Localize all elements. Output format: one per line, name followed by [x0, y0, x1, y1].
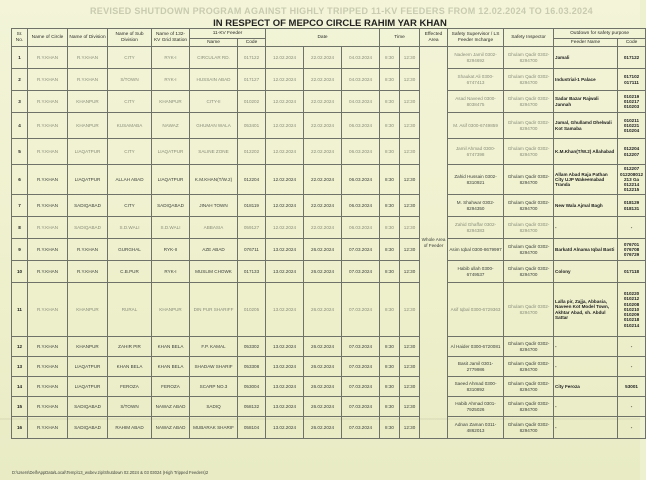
feeder-name-cell: CITY-II — [190, 91, 238, 113]
sr-cell: 1 — [12, 47, 28, 69]
inspector-cell: Ghulam Qadir 0302-8294700 — [504, 357, 554, 377]
header-circle: Name of Circle — [28, 29, 68, 47]
date-3-cell: 07.03.2024 — [342, 283, 380, 337]
date-1-cell: 13.02.2024 — [266, 357, 304, 377]
inspector-cell: Ghulam Qadir 0302-8294700 — [504, 239, 554, 261]
circle-cell: R.Y.KHAN — [28, 377, 68, 397]
grid-station-cell: KHAN BELA — [152, 357, 190, 377]
supervisor-cell: Saeed Ahmad 0300-8310892 — [448, 377, 504, 397]
sr-cell: 12 — [12, 337, 28, 357]
feeder-code-cell: 010205 — [238, 283, 266, 337]
time-start-cell: 8:30 — [380, 239, 400, 261]
time-end-cell: 12:30 — [400, 417, 420, 439]
outdown-code-cell: - — [618, 397, 646, 417]
grid-station-cell: LIAQATPUR — [152, 139, 190, 165]
subdivision-cell: RURAL — [108, 283, 152, 337]
outdown-code-cell: - — [618, 357, 646, 377]
subdivision-cell: C.B.PUR — [108, 261, 152, 283]
sr-cell: 3 — [12, 91, 28, 113]
date-3-cell: 07.03.2024 — [342, 337, 380, 357]
table-row — [12, 113, 646, 139]
feeder-code-cell: 058132 — [238, 397, 266, 417]
date-1-cell: 12.02.2024 — [266, 69, 304, 91]
date-2-cell: 22.02.2024 — [304, 195, 342, 217]
date-1-cell: 12.02.2024 — [266, 165, 304, 195]
inspector-cell: Ghulam Qadir 0302-8294700 — [504, 69, 554, 91]
circle-cell: R.Y.KHAN — [28, 417, 68, 439]
grid-station-cell: S.D.WALI — [152, 217, 190, 239]
sr-cell: 9 — [12, 239, 28, 261]
time-end-cell: 12:30 — [400, 377, 420, 397]
outdown-feeder-cell: Barkatd Alnama Iqbal Basti — [554, 239, 618, 261]
feeder-name-cell: DIN PUR SHARIFF — [190, 283, 238, 337]
table-row — [12, 47, 646, 69]
date-2-cell: 22.02.2024 — [304, 113, 342, 139]
division-cell: LIAQATPUR — [68, 139, 108, 165]
subdivision-cell: CITY — [108, 139, 152, 165]
grid-station-cell: KHANPUR — [152, 283, 190, 337]
sr-cell: 16 — [12, 417, 28, 439]
supervisor-cell: Habib ullah 0300-6749537 — [448, 261, 504, 283]
division-cell: R.Y.KHAN — [68, 261, 108, 283]
outdown-feeder-cell: City Feroza — [554, 377, 618, 397]
date-1-cell: 12.02.2024 — [266, 113, 304, 139]
inspector-cell: Ghulam Qadir 0302-8294700 — [504, 397, 554, 417]
feeder-name-cell: HUSSAIN ABAD — [190, 69, 238, 91]
supervisor-cell: Habib Ahmad 0301-7925026 — [448, 397, 504, 417]
header-outdown-code: Code — [618, 39, 646, 47]
date-2-cell: 22.02.2024 — [304, 91, 342, 113]
feeder-name-cell: CIRCULAR RD. — [190, 47, 238, 69]
outdown-code-cell: - — [618, 337, 646, 357]
date-3-cell: 06.03.2024 — [342, 217, 380, 239]
table-row — [12, 217, 646, 239]
subdivision-cell: ZAHIR PIR — [108, 337, 152, 357]
time-start-cell: 8:30 — [380, 261, 400, 283]
time-start-cell: 8:30 — [380, 69, 400, 91]
outdown-feeder-cell: Allam Abad Raja Pathan City UJP Wakeemabad Tranda — [554, 165, 618, 195]
inspector-cell: Ghulam Qadir 0302-8294700 — [504, 91, 554, 113]
header-area: Effected Area — [420, 29, 448, 47]
table-row — [12, 69, 646, 91]
supervisor-cell: Zahid Ghaffar 0302-8294383 — [448, 217, 504, 239]
header-division: Name of Division — [68, 29, 108, 47]
subdivision-cell: CITY — [108, 91, 152, 113]
subdivision-cell: CITY — [108, 47, 152, 69]
circle-cell: R.Y.KHAN — [28, 165, 68, 195]
grid-station-cell: NAWAZ ABAD — [152, 397, 190, 417]
date-2-cell: 22.02.2024 — [304, 47, 342, 69]
subdivision-cell: RAHIM ABAD — [108, 417, 152, 439]
subdivision-cell: GURGHAL — [108, 239, 152, 261]
file-path-footer: D:\Users\Dell\AppData\Local\Temp\13_wxbev.zip\Shutdown 02.2024 & 03 03024 (High Tripped Feeders)2 — [12, 470, 209, 475]
circle-cell: R.Y.KHAN — [28, 69, 68, 91]
outdown-code-cell: 012207 012208012213 Ga 012214 012215 — [618, 165, 646, 195]
inspector-cell: Ghulam Qadir 0302-8294700 — [504, 337, 554, 357]
grid-station-cell: NAWAZ — [152, 113, 190, 139]
sr-cell: 10 — [12, 261, 28, 283]
inspector-cell: Ghulam Qadir 0302-8294700 — [504, 139, 554, 165]
date-1-cell: 13.02.2024 — [266, 417, 304, 439]
grid-station-cell: FEROZA — [152, 377, 190, 397]
inspector-cell: Ghulam Qadir 0302-8294700 — [504, 113, 554, 139]
header-feeder: 11-KV Feeder — [190, 29, 266, 39]
table-row — [12, 139, 646, 165]
document-heading: REVISED SHUTDOWN PROGRAM AGAINST HIGHLY TRIPPED 11-KV FEEDERS FROM 12.02.2024 TO 16.03.2024 — [90, 6, 593, 16]
date-2-cell: 22.02.2024 — [304, 139, 342, 165]
date-2-cell: 26.02.2024 — [304, 397, 342, 417]
outdown-code-cell: - — [618, 217, 646, 239]
feeder-name-cell: SHADAW SHARIF — [190, 357, 238, 377]
supervisor-cell: Shaukat Ali 0300-6747413 — [448, 69, 504, 91]
time-start-cell: 8:30 — [380, 139, 400, 165]
time-start-cell: 8:30 — [380, 195, 400, 217]
grid-station-cell: RYK-II — [152, 239, 190, 261]
time-start-cell: 8:30 — [380, 283, 400, 337]
table-row — [12, 337, 646, 357]
sr-cell: 15 — [12, 397, 28, 417]
outdown-code-cell: 53001 — [618, 377, 646, 397]
time-start-cell: 8:30 — [380, 91, 400, 113]
division-cell: LIAQATPUR — [68, 377, 108, 397]
feeder-name-cell: SADIQ — [190, 397, 238, 417]
feeder-code-cell: 059127 — [238, 217, 266, 239]
date-2-cell: 26.02.2024 — [304, 261, 342, 283]
date-3-cell: 06.03.2024 — [342, 113, 380, 139]
outdown-code-cell: 010219 010217 010203 — [618, 91, 646, 113]
time-end-cell: 12:30 — [400, 217, 420, 239]
supervisor-cell: M. Shahwar 0302-8294350 — [448, 195, 504, 217]
date-1-cell: 13.02.2024 — [266, 261, 304, 283]
circle-cell: R.Y.KHAN — [28, 261, 68, 283]
grid-station-cell: KHANPUR — [152, 91, 190, 113]
time-end-cell: 12:30 — [400, 113, 420, 139]
division-cell: SADIQABAD — [68, 195, 108, 217]
feeder-name-cell: MUSLIM CHOWK — [190, 261, 238, 283]
date-2-cell: 26.02.2024 — [304, 337, 342, 357]
inspector-cell: Ghulam Qadir 0302-8294700 — [504, 261, 554, 283]
sr-cell: 2 — [12, 69, 28, 91]
division-cell: SADIQABAD — [68, 397, 108, 417]
division-cell: KHANPUR — [68, 91, 108, 113]
time-start-cell: 8:30 — [380, 47, 400, 69]
grid-station-cell: KHAN BELA — [152, 337, 190, 357]
table-row — [12, 377, 646, 397]
feeder-code-cell: 058104 — [238, 417, 266, 439]
date-2-cell: 22.02.2024 — [304, 165, 342, 195]
header-grid: Name of 132-KV Grid Station — [152, 29, 190, 47]
outdown-feeder-cell: - — [554, 417, 618, 439]
grid-station-cell: LIAQATPUR — [152, 165, 190, 195]
sr-cell: 7 — [12, 195, 28, 217]
feeder-code-cell: 012202 — [238, 139, 266, 165]
outdown-code-cell: 010211 010221 010204 — [618, 113, 646, 139]
division-cell: KHANPUR — [68, 283, 108, 337]
date-3-cell: 04.03.2024 — [342, 47, 380, 69]
table-row — [12, 397, 646, 417]
time-start-cell: 8:30 — [380, 113, 400, 139]
subdivision-cell: CITY — [108, 195, 152, 217]
table-row — [12, 165, 646, 195]
subdivision-cell: ALLAH ABAD — [108, 165, 152, 195]
division-cell: LIAQATPUR — [68, 357, 108, 377]
circle-cell: R.Y.KHAN — [28, 217, 68, 239]
subdivision-cell: KHAN BELA — [108, 357, 152, 377]
header-outdown: Outdown for safety purpose — [554, 29, 646, 39]
date-1-cell: 12.02.2024 — [266, 195, 304, 217]
inspector-cell: Ghulam Qadir 0302-8294700 — [504, 417, 554, 439]
sr-cell: 4 — [12, 113, 28, 139]
time-end-cell: 12:30 — [400, 337, 420, 357]
outdown-feeder-cell: Colony — [554, 261, 618, 283]
feeder-code-cell: 012204 — [238, 165, 266, 195]
circle-cell: R.Y.KHAN — [28, 91, 68, 113]
supervisor-cell: Nadeem Jamil 0302-8294692 — [448, 47, 504, 69]
feeder-name-cell: AZE ABAD — [190, 239, 238, 261]
time-start-cell: 8:30 — [380, 165, 400, 195]
outdown-feeder-cell: Jamal, Ghullamd Dhelwali Kot Samaba — [554, 113, 618, 139]
outdown-feeder-cell: - — [554, 217, 618, 239]
outdown-code-cell: 010220 010212 010208 010210 010209 010218 010214 — [618, 283, 646, 337]
feeder-code-cell: 017133 — [238, 261, 266, 283]
date-1-cell: 13.02.2024 — [266, 239, 304, 261]
supervisor-cell: Basit Jamil 0301-2779986 — [448, 357, 504, 377]
date-3-cell: 07.03.2024 — [342, 357, 380, 377]
date-1-cell: 12.02.2024 — [266, 217, 304, 239]
date-1-cell: 13.02.2024 — [266, 283, 304, 337]
table-row — [12, 261, 646, 283]
feeder-name-cell: JINAH TOWN — [190, 195, 238, 217]
table-body — [12, 47, 646, 439]
outdown-code-cell: - — [618, 417, 646, 439]
date-2-cell: 26.02.2024 — [304, 357, 342, 377]
division-cell: SADIQABAD — [68, 417, 108, 439]
feeder-name-cell: SCARP NO.3 — [190, 377, 238, 397]
date-3-cell: 06.03.2024 — [342, 195, 380, 217]
date-1-cell: 13.02.2024 — [266, 337, 304, 357]
time-start-cell: 8:30 — [380, 357, 400, 377]
time-start-cell: 8:30 — [380, 397, 400, 417]
header-inspector: Safety Inspector — [504, 29, 554, 47]
subdivision-cell: FEROZA — [108, 377, 152, 397]
sr-cell: 13 — [12, 357, 28, 377]
supervisor-cell: M. Asif 0300-6749859 — [448, 113, 504, 139]
outdown-code-cell: 017102 017111 — [618, 69, 646, 91]
grid-station-cell: RYK-I — [152, 261, 190, 283]
circle-cell: R.Y.KHAN — [28, 113, 68, 139]
time-end-cell: 12:30 — [400, 91, 420, 113]
sr-cell: 6 — [12, 165, 28, 195]
feeder-name-cell: F.P. KAMAL — [190, 337, 238, 357]
subdivision-cell: S/TOWN — [108, 397, 152, 417]
inspector-cell: Ghulam Qadir 0302-8294700 — [504, 47, 554, 69]
time-start-cell: 8:30 — [380, 217, 400, 239]
header-sr: Sr. No. — [12, 29, 28, 47]
feeder-code-cell: 076711 — [238, 239, 266, 261]
date-2-cell: 26.02.2024 — [304, 377, 342, 397]
division-cell: R.Y.KHAN — [68, 47, 108, 69]
feeder-name-cell: MUBARAK SHARIF — [190, 417, 238, 439]
date-2-cell: 22.02.2024 — [304, 217, 342, 239]
feeder-code-cell: 017122 — [238, 47, 266, 69]
supervisor-cell: Asim Iqbal 0300-8679997 — [448, 239, 504, 261]
time-start-cell: 8:30 — [380, 417, 400, 439]
inspector-cell: Ghulam Qadir 0302-8294700 — [504, 283, 554, 337]
division-cell: R.Y.KHAN — [68, 69, 108, 91]
document-title: IN RESPECT OF MEPCO CIRCLE RAHIM YAR KHAN — [213, 18, 447, 29]
feeder-code-cell: 053302 — [238, 337, 266, 357]
time-start-cell: 8:30 — [380, 377, 400, 397]
outdown-feeder-cell: - — [554, 337, 618, 357]
time-end-cell: 12:30 — [400, 261, 420, 283]
feeder-name-cell: SALINE ZONE — [190, 139, 238, 165]
date-1-cell: 12.02.2024 — [266, 91, 304, 113]
table-row — [12, 91, 646, 113]
feeder-name-cell: K.M.KHAN(T/W.2) — [190, 165, 238, 195]
division-cell: R.Y.KHAN — [68, 239, 108, 261]
date-1-cell: 13.02.2024 — [266, 377, 304, 397]
date-3-cell: 06.03.2024 — [342, 139, 380, 165]
header-supervisor: Safety Supervisor / LS Feeder Incharge — [448, 29, 504, 47]
division-cell: LIAQATPUR — [68, 165, 108, 195]
supervisor-cell: Asad Naveed 0300-8038475 — [448, 91, 504, 113]
outdown-feeder-cell: K.M.Khan(T/W.2) Allahabad — [554, 139, 618, 165]
date-3-cell: 07.03.2024 — [342, 377, 380, 397]
circle-cell: R.Y.KHAN — [28, 239, 68, 261]
time-end-cell: 12:30 — [400, 239, 420, 261]
outdown-code-cell: 012204 012207 — [618, 139, 646, 165]
division-cell: KHANPUR — [68, 113, 108, 139]
date-3-cell: 04.03.2024 — [342, 69, 380, 91]
supervisor-cell: Zahid Hussain 0302-8310921 — [448, 165, 504, 195]
outdown-code-cell: 076701 076708 076729 — [618, 239, 646, 261]
date-2-cell: 26.02.2024 — [304, 239, 342, 261]
grid-station-cell: RYK-I — [152, 69, 190, 91]
header-time: Time — [380, 29, 420, 47]
circle-cell: R.Y.KHAN — [28, 397, 68, 417]
grid-station-cell: NAWAZ ABAD — [152, 417, 190, 439]
time-end-cell: 12:30 — [400, 357, 420, 377]
outdown-feeder-cell: - — [554, 357, 618, 377]
circle-cell: R.Y.KHAN — [28, 337, 68, 357]
date-2-cell: 26.02.2024 — [304, 417, 342, 439]
date-3-cell: 07.03.2024 — [342, 417, 380, 439]
time-end-cell: 12:30 — [400, 165, 420, 195]
grid-station-cell: RYK-I — [152, 47, 190, 69]
feeder-name-cell: ABBASIA — [190, 217, 238, 239]
time-end-cell: 12:30 — [400, 283, 420, 337]
table-row — [12, 283, 646, 337]
inspector-cell: Ghulam Qadir 0302-8294700 — [504, 195, 554, 217]
feeder-code-cell: 053308 — [238, 357, 266, 377]
table-row — [12, 357, 646, 377]
supervisor-cell: Adnan Zaman 0311-4862013 — [448, 417, 504, 439]
date-1-cell: 12.02.2024 — [266, 139, 304, 165]
date-3-cell: 07.03.2024 — [342, 261, 380, 283]
feeder-code-cell: 017127 — [238, 69, 266, 91]
outdown-feeder-cell: Industrial-1 Palace — [554, 69, 618, 91]
feeder-name-cell: GHUMAN WALA — [190, 113, 238, 139]
circle-cell: R.Y.KHAN — [28, 47, 68, 69]
table-row — [12, 195, 646, 217]
circle-cell: R.Y.KHAN — [28, 283, 68, 337]
division-cell: KHANPUR — [68, 337, 108, 357]
feeder-code-cell: 053004 — [238, 377, 266, 397]
shutdown-table — [11, 28, 646, 439]
header-subdivision: Name of Sub Division — [108, 29, 152, 47]
sr-cell: 5 — [12, 139, 28, 165]
time-start-cell: 8:30 — [380, 337, 400, 357]
date-2-cell: 22.02.2024 — [304, 69, 342, 91]
date-1-cell: 13.02.2024 — [266, 397, 304, 417]
time-end-cell: 12:30 — [400, 397, 420, 417]
circle-cell: R.Y.KHAN — [28, 357, 68, 377]
table-row — [12, 239, 646, 261]
date-3-cell: 06.03.2024 — [342, 165, 380, 195]
date-3-cell: 07.03.2024 — [342, 397, 380, 417]
feeder-code-cell: 010202 — [238, 91, 266, 113]
sr-cell: 11 — [12, 283, 28, 337]
outdown-feeder-cell: - — [554, 397, 618, 417]
sr-cell: 14 — [12, 377, 28, 397]
date-3-cell: 07.03.2024 — [342, 239, 380, 261]
time-end-cell: 12:30 — [400, 139, 420, 165]
circle-cell: R.Y.KHAN — [28, 139, 68, 165]
outdown-feeder-cell: New Wala Ajmal Bagh — [554, 195, 618, 217]
subdivision-cell: KUSAMABA — [108, 113, 152, 139]
grid-station-cell: SADIQABAD — [152, 195, 190, 217]
inspector-cell: Ghulam Qadir 0302-8294700 — [504, 165, 554, 195]
date-1-cell: 12.02.2024 — [266, 47, 304, 69]
outdown-feeder-cell: Sadar Bazar Rajwali Jannah — [554, 91, 618, 113]
outdown-feeder-cell: Lalla pir, Zajja, Abbasia, Naveen Kot Model Town, Akhtar Abad, sh. Abdul Sattar — [554, 283, 618, 337]
outdown-code-cell: 018129 018131 — [618, 195, 646, 217]
inspector-cell: Ghulam Qadir 0302-8294700 — [504, 217, 554, 239]
date-2-cell: 26.02.2024 — [304, 283, 342, 337]
supervisor-cell: Al Haider 0300-6720081 — [448, 337, 504, 357]
date-3-cell: 04.03.2024 — [342, 91, 380, 113]
supervisor-cell: Jamil Ahmad 0300-6747398 — [448, 139, 504, 165]
time-end-cell: 12:30 — [400, 195, 420, 217]
subdivision-cell: S/TOWN — [108, 69, 152, 91]
header-feeder-code: Code — [238, 39, 266, 47]
header-date: Date — [266, 29, 380, 47]
time-end-cell: 12:30 — [400, 47, 420, 69]
feeder-code-cell: 053401 — [238, 113, 266, 139]
outdown-feeder-cell: Jamali — [554, 47, 618, 69]
outdown-code-cell: 017122 — [618, 47, 646, 69]
header-outdown-name: Feeder Name — [554, 39, 618, 47]
header-feeder-name: Name — [190, 39, 238, 47]
feeder-code-cell: 018119 — [238, 195, 266, 217]
subdivision-cell: S.D.WALI — [108, 217, 152, 239]
supervisor-cell: Asif Iqbal 0300-6729363 — [448, 283, 504, 337]
effected-area-cell: Whole Area of Feeder — [420, 47, 448, 439]
division-cell: SADIQABAD — [68, 217, 108, 239]
inspector-cell: Ghulam Qadir 0302-8294700 — [504, 377, 554, 397]
circle-cell: R.Y.KHAN — [28, 195, 68, 217]
outdown-code-cell: 017118 — [618, 261, 646, 283]
sr-cell: 8 — [12, 217, 28, 239]
time-end-cell: 12:30 — [400, 69, 420, 91]
paper-fold — [0, 418, 640, 420]
